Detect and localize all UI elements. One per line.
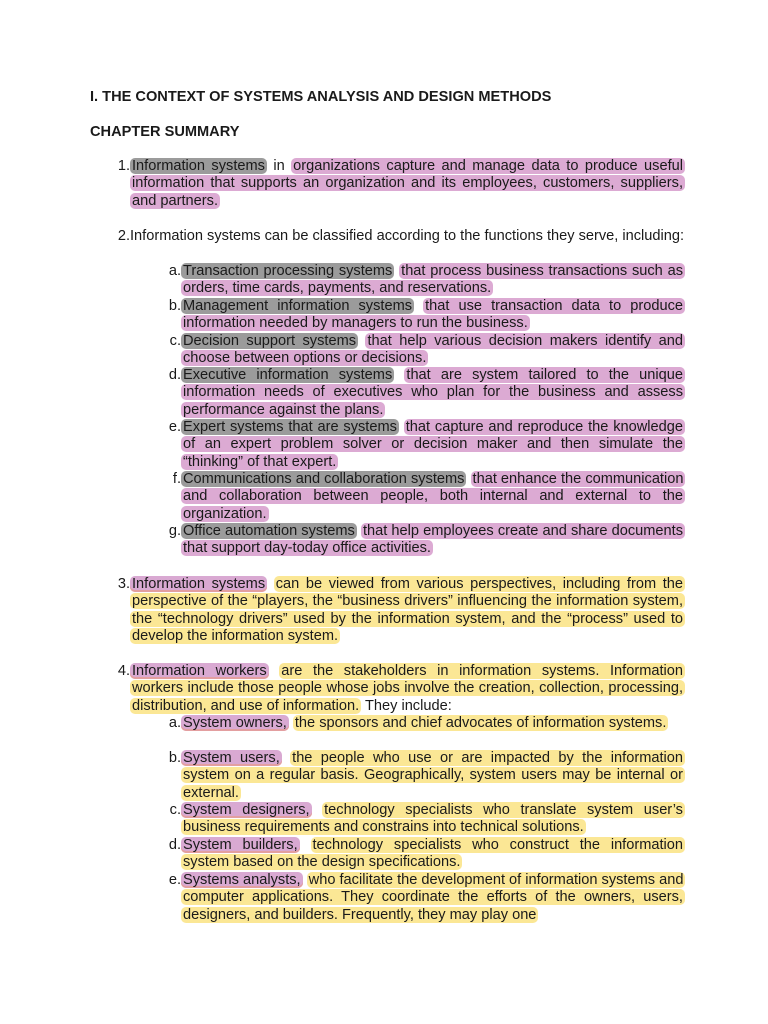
subitem-term: Expert systems that are systems <box>183 419 397 435</box>
item-term: Information workers <box>132 663 267 679</box>
item-number: 1. <box>117 158 130 174</box>
summary-item-3 <box>114 576 685 646</box>
item-tail: They include: <box>361 697 452 714</box>
subitem-term: Systems analysts, <box>183 872 301 888</box>
subitem-2e <box>164 419 685 471</box>
subitem-text: that use transaction data to produce information needed by managers to run the business. <box>183 298 684 332</box>
page-title: I. THE CONTEXT OF SYSTEMS ANALYSIS AND DESIGN METHODS <box>90 89 552 105</box>
subitem-text: who facilitate the development of information systems and computer applications. They coordinate the efforts of the owners, users, designers, and builders. Frequently, they may play one <box>183 872 684 923</box>
subitem-2c <box>164 333 685 368</box>
subitem-letter: a. <box>168 715 181 731</box>
item-text: are the stakeholders in information systems. Information workers include those people whose jobs involve the creation, collection, processing, distribution, and use of information. <box>132 663 683 714</box>
item-connector: in <box>266 158 292 174</box>
subitem-4e <box>164 872 685 924</box>
subitem-letter: g. <box>168 523 181 539</box>
subitem-text: that help employees create and share documents that support day-today office activities. <box>183 523 683 557</box>
subitem-term: Transaction processing systems <box>183 263 393 279</box>
subitem-letter: b. <box>168 750 181 766</box>
subitem-term: System users, <box>183 750 280 766</box>
subitem-4d <box>164 837 685 872</box>
subitem-text: the people who use or are impacted by the information system on a regular basis. Geographically, system users may be internal or external. <box>183 750 683 801</box>
item-term: Information systems <box>132 158 265 174</box>
item-number: 2. <box>117 228 130 244</box>
subitem-2g <box>164 523 685 558</box>
subitem-term: System designers, <box>183 802 310 818</box>
summary-item-2 <box>114 228 685 245</box>
subitem-letter: f. <box>172 471 181 487</box>
subitem-letter: b. <box>168 298 181 314</box>
item-intro: Information systems can be classified according to the functions they serve, including: <box>130 228 685 244</box>
subitem-4b <box>164 750 685 802</box>
subitem-text: technology specialists who translate system user’s business requirements and constrains into technical solutions. <box>183 802 683 836</box>
subitem-2f <box>164 471 685 523</box>
subitem-term: System builders, <box>183 837 298 853</box>
subitem-term: Management information systems <box>183 298 413 314</box>
subitem-4a <box>164 715 685 732</box>
subitem-letter: a. <box>168 263 181 279</box>
item-text: can be viewed from various perspectives, including from the perspective of the “players, the “business drivers” influencing the information system, the “technology drivers” used by the information system, and the “process” used to develop the information system. <box>132 576 684 645</box>
summary-item-4 <box>114 663 685 715</box>
item-text: organizations capture and manage data to produce useful information that supports an organization and its employees, customers, suppliers, and partners. <box>132 158 683 209</box>
subitem-text: that help various decision makers identify and choose between options or decisions. <box>183 333 683 367</box>
item-number: 4. <box>117 663 130 679</box>
subitem-term: Office automation systems <box>183 523 355 539</box>
chapter-summary-heading: CHAPTER SUMMARY <box>90 124 240 140</box>
subitem-term: System owners, <box>183 715 287 731</box>
subitem-letter: e. <box>168 872 181 888</box>
subitem-4c <box>164 802 685 837</box>
subitem-text: that process business transactions such as orders, time cards, payments, and reservations. <box>183 263 683 297</box>
subitem-letter: c. <box>169 802 181 818</box>
subitem-letter: d. <box>168 367 181 383</box>
subitem-text: that enhance the communication and collaboration between people, both internal and external to the organization. <box>183 471 684 522</box>
subitem-2d <box>164 367 685 419</box>
summary-item-1 <box>114 158 685 210</box>
subitem-letter: c. <box>169 333 181 349</box>
subitem-term: Executive information systems <box>183 367 393 383</box>
subitem-text: that capture and reproduce the knowledge of an expert problem solver or decision maker and then simulate the “thinking” of that expert. <box>183 419 683 470</box>
subitem-letter: e. <box>168 419 181 435</box>
subitem-text: that are system tailored to the unique information needs of executives who plan for the business and assess performance against the plans. <box>183 367 683 418</box>
subitem-term: Decision support systems <box>183 333 357 349</box>
item-number: 3. <box>117 576 130 592</box>
item-term: Information systems <box>132 576 266 592</box>
subitem-letter: d. <box>168 837 181 853</box>
subitem-text: the sponsors and chief advocates of information systems. <box>294 715 667 731</box>
subitem-2b <box>164 298 685 333</box>
subitem-text: technology specialists who construct the information system based on the design specifications. <box>183 837 684 871</box>
subitem-term: Communications and collaboration systems <box>183 471 465 487</box>
subitem-2a <box>164 263 685 298</box>
